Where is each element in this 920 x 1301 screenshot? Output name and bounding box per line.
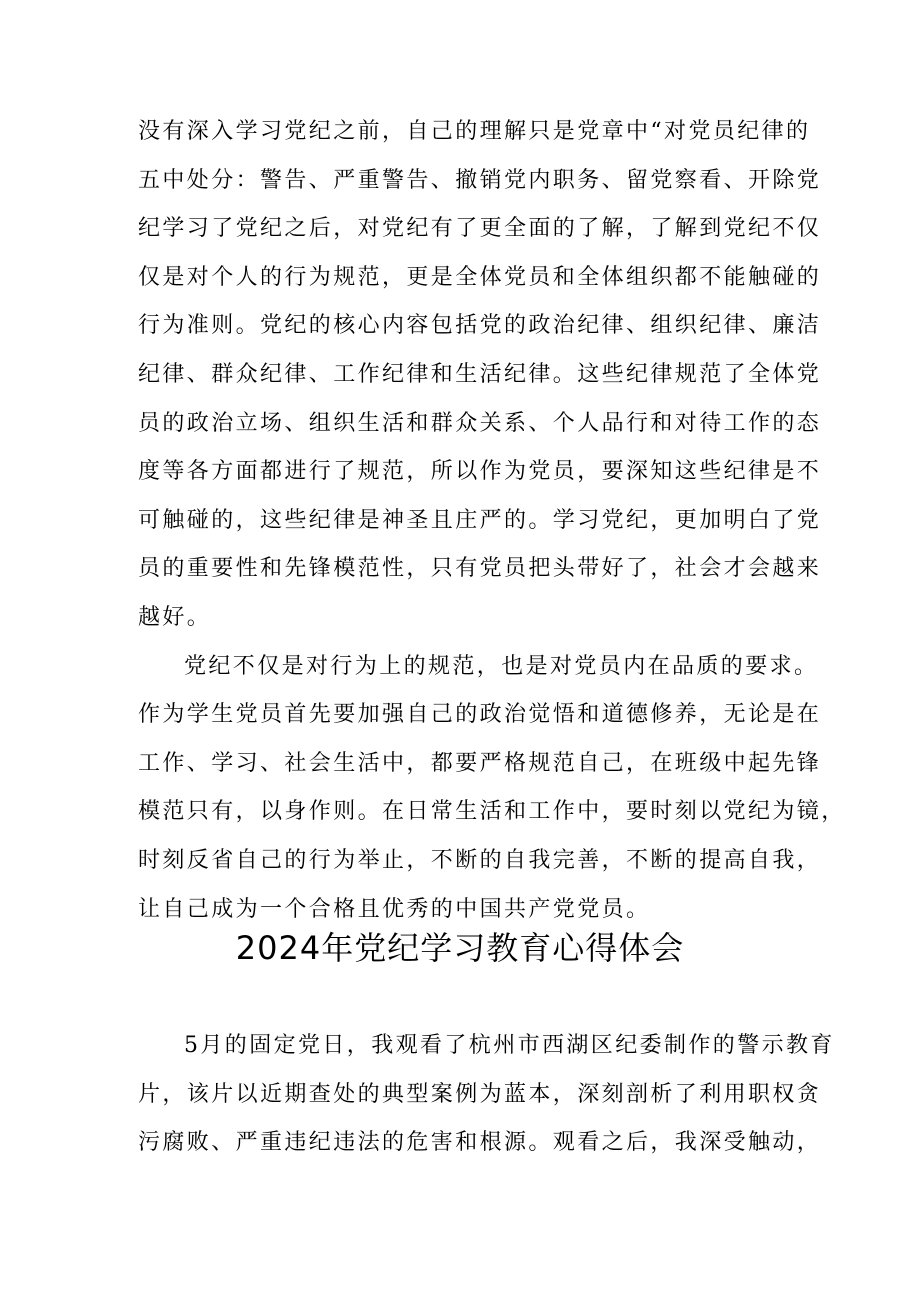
essay-section-2 — [138, 1022, 835, 1168]
paragraph-line: 度等各方面都进行了规范，所以作为党员，要深知这些纪律是不 — [138, 459, 822, 485]
paragraph-line: 作为学生党员首先要加强自己的政治觉悟和道德修养，无论是在 — [138, 702, 822, 728]
paragraph-line: 员的政治立场、组织生活和群众关系、个人品行和对待工作的态 — [138, 410, 822, 436]
paragraph-line: 纪律、群众纪律、工作纪律和生活纪律。这些纪律规范了全体党 — [138, 361, 822, 387]
paragraph-line: 让自己成为一个合格且优秀的中国共产党党员。 — [138, 896, 651, 922]
paragraph-line: 仅是对个人的行为规范，更是全体党员和全体组织都不能触碰的 — [138, 264, 822, 290]
document-title: 2024年党纪学习教育心得体会 — [235, 929, 685, 967]
paragraph-line: 纪学习了党纪之后，对党纪有了更全面的了解，了解到党纪不仅 — [138, 216, 822, 242]
paragraph-line: 可触碰的，这些纪律是神圣且庄严的。学习党纪，更加明白了党 — [138, 507, 822, 533]
paragraph-line: 越好。 — [138, 604, 212, 630]
paragraph-line: 员的重要性和先锋模范性，只有党员把头带好了，社会才会越来 — [138, 556, 822, 582]
paragraph-line: 没有深入学习党纪之前，自己的理解只是党章中“对党员纪律的 — [138, 119, 811, 144]
paragraph-line: 党纪不仅是对行为上的规范，也是对党员内在品质的要求。 — [184, 653, 819, 679]
paragraph-line: 模范只有，以身作则。在日常生活和工作中，要时刻以党纪为镜， — [138, 799, 846, 825]
paragraph-line: 行为准则。党纪的核心内容包括党的政治纪律、组织纪律、廉洁 — [138, 313, 822, 339]
paragraph-line: 5月的固定党日，我观看了杭州市西湖区纪委制作的警示教育 — [184, 1033, 835, 1058]
paragraph-line: 污腐败、严重违纪违法的危害和根源。观看之后，我深受触动， — [138, 1130, 822, 1156]
paragraph-line: 工作、学习、社会生活中，都要严格规范自己，在班级中起先锋 — [138, 750, 822, 776]
paragraph-line: 时刻反省自己的行为举止，不断的自我完善，不断的提高自我， — [138, 847, 822, 873]
essay-section-1 — [138, 108, 846, 934]
paragraph-line: 片，该片以近期查处的典型案例为蓝本，深刻剖析了利用职权贪 — [138, 1081, 822, 1107]
paragraph-line: 五中处分：警告、严重警告、撤销党内职务、留党察看、开除党 — [138, 167, 822, 193]
